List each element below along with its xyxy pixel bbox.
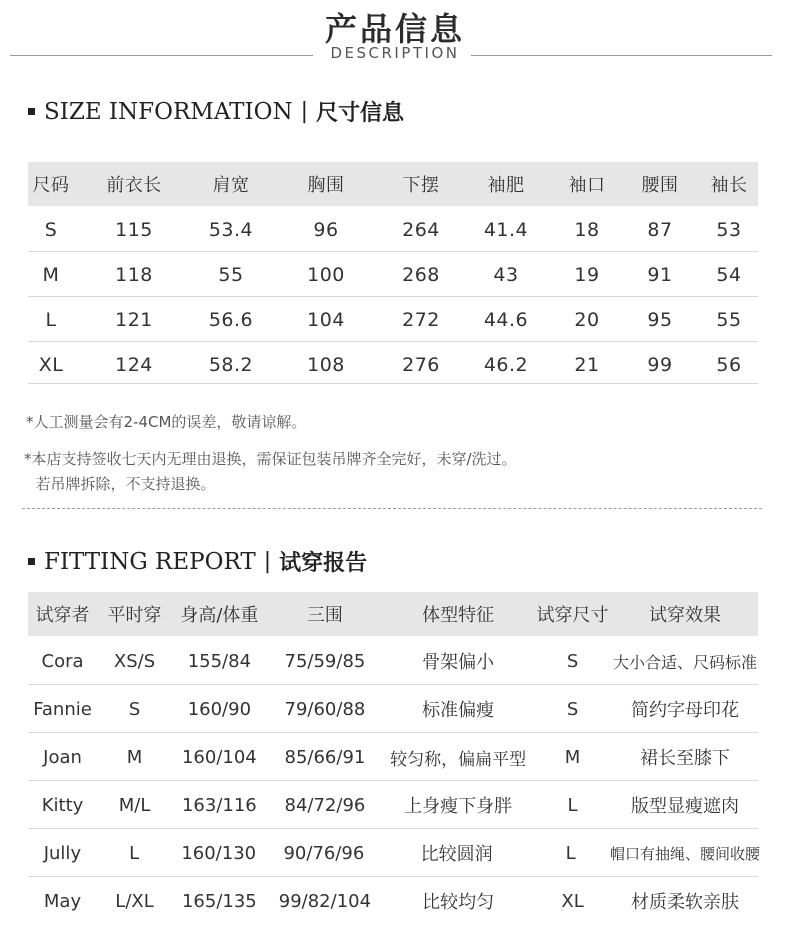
size-cell: 100 bbox=[307, 264, 345, 286]
table-row bbox=[28, 734, 758, 780]
size-cell: M bbox=[42, 264, 60, 286]
fit-cell: 比较圆润 bbox=[420, 844, 493, 865]
fit-cell: 骨架偏小 bbox=[422, 652, 495, 673]
size-col-header: 前衣长 bbox=[106, 175, 162, 196]
fit-cell: Cora bbox=[41, 650, 84, 672]
fit-cell: 165/135 bbox=[181, 890, 257, 912]
size-title-zh: 尺寸信息 bbox=[316, 101, 405, 126]
fit-cell: 大小合适、尺码标准 bbox=[612, 652, 757, 672]
row-divider bbox=[28, 876, 758, 877]
fit-cell: L bbox=[129, 842, 140, 864]
fit-cell: 85/66/91 bbox=[284, 746, 366, 768]
size-cell: 55 bbox=[716, 309, 742, 331]
fit-cell: 材质柔软亲肤 bbox=[631, 892, 739, 913]
heading-divider: | bbox=[300, 99, 308, 124]
table-row bbox=[28, 686, 758, 732]
fit-cell: 较匀称，偏扁平型 bbox=[390, 749, 527, 770]
table-row bbox=[28, 298, 758, 342]
size-cell: 56 bbox=[716, 354, 742, 376]
size-cell: 276 bbox=[402, 354, 440, 376]
fit-col-header: 三围 bbox=[306, 605, 343, 626]
fit-cell: L bbox=[565, 842, 576, 864]
size-cell: 99 bbox=[647, 354, 673, 376]
table-row bbox=[28, 782, 758, 828]
size-cell: 21 bbox=[574, 354, 600, 376]
note-return-policy: *本店支持签收七天内无理由退换，需保证包装吊牌齐全完好，未穿/洗过。 bbox=[24, 450, 517, 468]
fit-cell: Fannie bbox=[33, 698, 92, 720]
table-row bbox=[28, 253, 758, 297]
fit-cell: 75/59/85 bbox=[284, 650, 366, 672]
page-subtitle: DESCRIPTION bbox=[330, 44, 460, 62]
fit-cell: M bbox=[564, 746, 581, 768]
size-cell: L bbox=[45, 309, 57, 331]
table-row bbox=[28, 343, 758, 387]
fit-cell: L/XL bbox=[115, 890, 154, 912]
table-row bbox=[28, 830, 761, 876]
size-cell: 53.4 bbox=[208, 219, 254, 241]
fit-col-header: 体型特征 bbox=[422, 605, 495, 626]
page-title: 产品信息 bbox=[324, 10, 465, 48]
size-table-header bbox=[28, 162, 758, 206]
fit-cell: XL bbox=[561, 890, 584, 912]
size-col-header: 肩宽 bbox=[212, 175, 250, 196]
fit-cell: 84/72/96 bbox=[284, 794, 366, 816]
size-cell: 19 bbox=[574, 264, 600, 286]
fit-cell: 155/84 bbox=[187, 650, 252, 672]
fit-cell: 简约字母印花 bbox=[631, 700, 739, 721]
fitting-section-heading bbox=[28, 546, 367, 577]
bullet-square-icon bbox=[28, 108, 35, 115]
fit-cell: 上身瘦下身胖 bbox=[404, 796, 513, 817]
size-cell: 91 bbox=[647, 264, 673, 286]
fit-cell: M/L bbox=[118, 794, 151, 816]
size-cell: 53 bbox=[716, 219, 742, 241]
size-cell: 58.2 bbox=[208, 354, 254, 376]
size-cell: 118 bbox=[115, 264, 153, 286]
size-cell: 18 bbox=[574, 219, 600, 241]
size-section-heading bbox=[28, 96, 404, 127]
size-cell: 46.2 bbox=[483, 354, 529, 376]
fit-cell: 裙长至膝下 bbox=[640, 748, 730, 769]
row-divider bbox=[28, 828, 758, 829]
fit-col-header: 平时穿 bbox=[107, 605, 162, 626]
row-divider bbox=[28, 684, 758, 685]
fitting-title-zh: 试穿报告 bbox=[279, 551, 368, 576]
size-cell: 264 bbox=[402, 219, 440, 241]
size-cell: 87 bbox=[647, 219, 673, 241]
fit-cell: 99/82/104 bbox=[278, 890, 372, 912]
size-cell: 104 bbox=[307, 309, 345, 331]
size-cell: 272 bbox=[402, 309, 440, 331]
fit-cell: 79/60/88 bbox=[284, 698, 366, 720]
size-col-header: 袖长 bbox=[710, 175, 748, 196]
size-cell: 96 bbox=[313, 219, 339, 241]
table-row bbox=[28, 878, 758, 924]
row-divider bbox=[28, 341, 758, 342]
fit-cell: May bbox=[43, 890, 82, 912]
fit-cell: 帽口有抽绳、腰间收腰 bbox=[610, 844, 761, 863]
fit-cell: L bbox=[567, 794, 578, 816]
row-divider bbox=[28, 383, 758, 384]
size-cell: XL bbox=[38, 354, 64, 376]
row-divider bbox=[28, 296, 758, 297]
fit-cell: 标准偏瘦 bbox=[422, 700, 495, 721]
section-divider bbox=[22, 508, 762, 509]
size-title-en: SIZE INFORMATION bbox=[44, 98, 293, 125]
size-col-header: 下摆 bbox=[402, 175, 440, 196]
fit-cell: 160/90 bbox=[187, 698, 252, 720]
row-divider bbox=[28, 251, 758, 252]
size-cell: S bbox=[44, 219, 58, 241]
size-cell: 124 bbox=[115, 354, 153, 376]
size-col-header: 腰围 bbox=[641, 175, 679, 196]
fit-cell: XS/S bbox=[113, 650, 156, 672]
size-cell: 108 bbox=[307, 354, 345, 376]
size-col-header: 胸围 bbox=[307, 175, 345, 196]
size-cell: 121 bbox=[115, 309, 153, 331]
fit-cell: 163/116 bbox=[181, 794, 257, 816]
fit-cell: S bbox=[128, 698, 141, 720]
size-cell: 54 bbox=[716, 264, 742, 286]
note-return-policy-cont: 若吊牌拆除，不支持退换。 bbox=[26, 475, 216, 493]
size-cell: 44.6 bbox=[483, 309, 529, 331]
fit-cell: 160/104 bbox=[181, 746, 257, 768]
fit-cell: 比较均匀 bbox=[422, 892, 495, 913]
fit-cell: 90/76/96 bbox=[283, 842, 365, 864]
fit-col-header: 试穿尺寸 bbox=[536, 605, 609, 626]
size-cell: 43 bbox=[493, 264, 519, 286]
row-divider bbox=[28, 780, 758, 781]
bullet-square-icon bbox=[28, 558, 35, 565]
size-cell: 41.4 bbox=[483, 219, 529, 241]
table-row bbox=[28, 208, 758, 252]
size-col-header: 尺码 bbox=[32, 175, 70, 196]
note-measurement: *人工测量会有2-4CM的误差，敬请谅解。 bbox=[26, 413, 307, 431]
fit-cell: Jully bbox=[43, 842, 82, 864]
fit-col-header: 试穿效果 bbox=[649, 605, 721, 626]
fit-cell: 160/130 bbox=[181, 842, 257, 864]
fit-cell: Joan bbox=[43, 746, 82, 768]
fit-col-header: 身高/体重 bbox=[180, 605, 259, 626]
row-divider bbox=[28, 732, 758, 733]
fit-col-header: 试穿者 bbox=[35, 605, 90, 626]
size-cell: 20 bbox=[574, 309, 600, 331]
fitting-table-header bbox=[28, 592, 758, 636]
heading-divider: | bbox=[263, 549, 272, 574]
fitting-title-en: FITTING REPORT bbox=[44, 548, 256, 575]
size-col-header: 袖口 bbox=[568, 175, 606, 196]
fit-cell: Kitty bbox=[41, 794, 84, 816]
fit-cell: S bbox=[566, 650, 579, 672]
size-cell: 95 bbox=[647, 309, 673, 331]
size-cell: 268 bbox=[402, 264, 440, 286]
fit-cell: M bbox=[126, 746, 143, 768]
fit-cell: 版型显瘦遮肉 bbox=[631, 796, 739, 817]
size-cell: 56.6 bbox=[208, 309, 254, 331]
size-col-header: 袖肥 bbox=[487, 175, 525, 196]
fit-cell: S bbox=[566, 698, 579, 720]
size-cell: 55 bbox=[218, 264, 244, 286]
table-row bbox=[28, 638, 758, 684]
size-cell: 115 bbox=[115, 219, 153, 241]
